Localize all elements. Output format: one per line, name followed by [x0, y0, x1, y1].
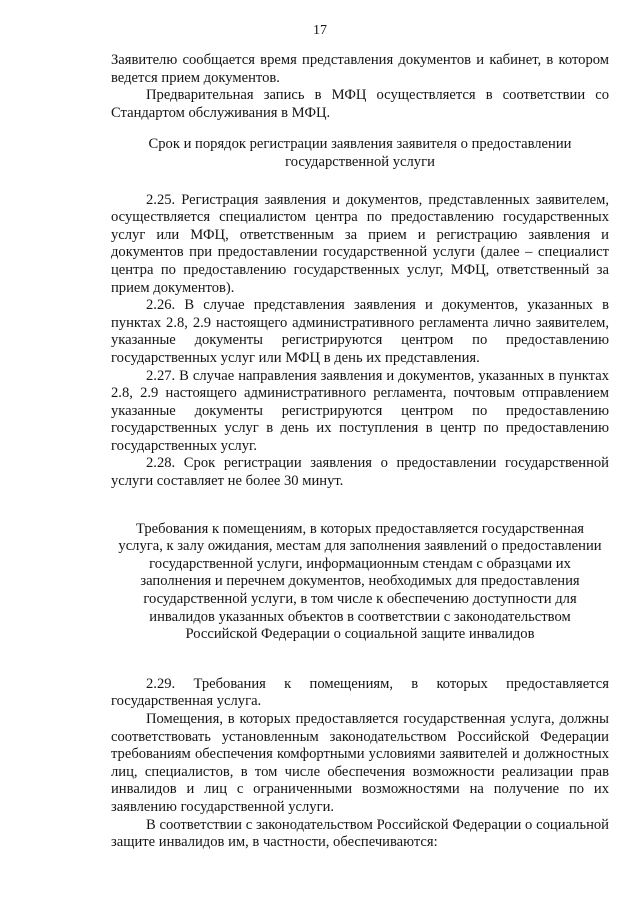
paragraph-2-28: 2.28. Срок регистрации заявления о предоставлении государственной услуги составляет не более 30 минут.	[111, 455, 609, 490]
page-content	[111, 52, 609, 852]
paragraph: Предварительная запись в МФЦ осуществляется в соответствии со Стандартом обслуживания в МФЦ.	[111, 87, 609, 121]
paragraph-2-29: 2.29. Требования к помещениям, в которых предоставляется государственная услуга.	[111, 675, 609, 710]
section-heading-premises: Требования к помещениям, в которых предоставляется государственная услуга, к залу ожидания, местам для заполнения заявлений о предоставлении государственной услуги, информационным стендам с образцами их заполнения и перечнем документов, необходимых для предоставления государственной услуги, в том числе к обеспечению доступности для инвалидов указанных объектов в соответствии с законодательством Российской Федерации о социальной защите инвалидов	[118, 520, 602, 643]
section-heading-registration: Срок и порядок регистрации заявления заявителя о предоставлении государственной услуги	[148, 136, 572, 170]
page-number: 17	[313, 23, 327, 38]
paragraph-2-25: 2.25. Регистрация заявления и документов, представленных заявителем, осуществляется специалистом центра по предоставлению государственных услуг или МФЦ, ответственным за прием и регистрацию заявления и документов при предоставлении государственной услуги (далее – специалист центра по предоставлению государственных услуг, МФЦ, ответственный за прием документов).	[111, 191, 609, 296]
paragraph: Помещения, в которых предоставляется государственная услуга, должны соответствовать установленным законодательством Российской Федерации требованиям обеспечения комфортными условиями заявителей и должностных лиц, специалистов, в том числе обеспечения возможности реализации прав инвалидов и лиц с ограниченными возможностями на получение по их заявлению государственной услуги.	[111, 711, 609, 815]
paragraph-2-27: 2.27. В случае направления заявления и документов, указанных в пунктах 2.8, 2.9 настоящего административного регламента, почтовым отправлением указанные документы регистрируются центром по предоставлению государственных услуг в день их поступления в центр по предоставлению государственных услуг.	[111, 367, 609, 454]
paragraph-2-26: 2.26. В случае представления заявления и документов, указанных в пунктах 2.8, 2.9 настоящего административного регламента лично заявителем, указанные документы регистрируются центром по предоставлению государственных услуг или МФЦ в день их представления.	[111, 297, 609, 366]
paragraph: В соответствии с законодательством Российской Федерации о социальной защите инвалидов им, в частности, обеспечиваются:	[111, 816, 609, 851]
paragraph: Заявителю сообщается время представления документов и кабинет, в котором ведется прием документов.	[111, 52, 609, 86]
